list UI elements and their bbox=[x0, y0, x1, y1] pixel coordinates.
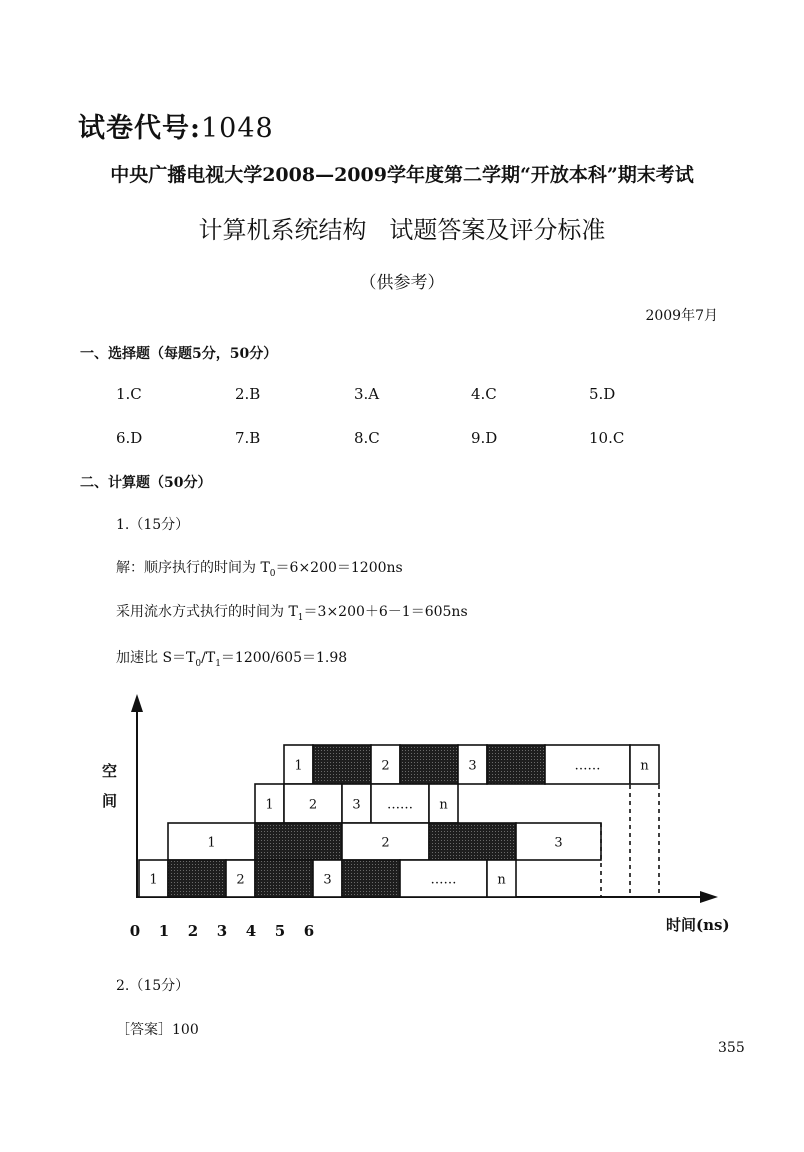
busy-segment bbox=[255, 860, 313, 897]
speedup-formula: ＝1200/605＝1.98 bbox=[220, 650, 348, 666]
busy-segment bbox=[429, 823, 516, 860]
segment-label: 1 bbox=[294, 758, 303, 774]
answer-item: 4.C bbox=[471, 385, 497, 403]
x-tick-label: 2 bbox=[187, 922, 199, 940]
section-2-heading: 二、计算题（50分） bbox=[80, 475, 212, 491]
busy-segment bbox=[255, 823, 342, 860]
busy-segment bbox=[342, 860, 400, 897]
subscript: 1 bbox=[297, 612, 304, 623]
answer-item: 10.C bbox=[589, 429, 625, 447]
segment-label: 2 bbox=[381, 835, 390, 851]
sequential-time-formula: ＝6×200＝1200ns bbox=[275, 560, 403, 576]
speedup-divider: /T bbox=[201, 650, 216, 666]
segment-label: 2 bbox=[308, 797, 318, 813]
subscript: 0 bbox=[195, 658, 202, 669]
segment-label: 3 bbox=[352, 797, 361, 813]
subscript: 1 bbox=[215, 658, 221, 669]
question-1-label: 1.（15分） bbox=[116, 517, 190, 533]
question-2-answer: ［答案］100 bbox=[116, 1022, 199, 1038]
segment-label: 3 bbox=[554, 835, 563, 851]
exam-title: 中央广播电视大学2008—2009学年度第二学期“开放本科”期末考试 bbox=[110, 164, 694, 186]
y-label-top: 空 bbox=[102, 762, 118, 780]
busy-segment bbox=[168, 860, 226, 897]
answer-item: 9.D bbox=[471, 429, 498, 447]
answer-item: 7.B bbox=[235, 429, 261, 447]
segment-label: 2 bbox=[381, 758, 390, 774]
answer-item: 3.A bbox=[354, 385, 380, 403]
segment-label: n bbox=[439, 797, 448, 813]
x-tick-label: 5 bbox=[274, 922, 286, 940]
x-tick-labels bbox=[130, 922, 314, 940]
busy-segment bbox=[487, 745, 545, 784]
answer-item: 8.C bbox=[354, 429, 380, 447]
segment-label: …… bbox=[387, 797, 413, 813]
pipeline-stage-row bbox=[284, 745, 659, 784]
segment-label: …… bbox=[574, 758, 601, 774]
busy-segment bbox=[400, 745, 458, 784]
exam-date: 2009年7月 bbox=[645, 308, 718, 324]
question-2-label: 2.（15分） bbox=[116, 978, 190, 994]
speedup-text: 加速比 S＝T bbox=[116, 650, 196, 666]
segment-label: …… bbox=[430, 872, 457, 888]
diagram-guides bbox=[601, 785, 659, 897]
reference-note: （供参考） bbox=[359, 273, 445, 293]
busy-segment bbox=[313, 745, 371, 784]
paper-code-label: 试卷代号: bbox=[78, 113, 201, 144]
segment-label: 1 bbox=[149, 872, 158, 888]
pipeline-time-formula: ＝3×200＋6－1＝605ns bbox=[303, 604, 468, 620]
pipeline-stage-row bbox=[139, 860, 516, 897]
segment-label: 1 bbox=[265, 797, 274, 813]
answer-item: 5.D bbox=[589, 385, 616, 403]
paper-code-number: 1048 bbox=[200, 113, 274, 144]
segment-label: 2 bbox=[236, 872, 245, 888]
segment-label: n bbox=[497, 872, 506, 888]
subject-title: 计算机系统结构 试题答案及评分标准 bbox=[198, 216, 606, 244]
x-tick-label: 6 bbox=[303, 922, 315, 940]
sequential-time-text: 解：顺序执行的时间为 T bbox=[116, 560, 270, 576]
x-axis-label: 时间(ns) bbox=[666, 916, 730, 934]
segment-label: n bbox=[640, 758, 649, 774]
pipeline-stage-row bbox=[168, 823, 601, 860]
x-tick-label: 4 bbox=[245, 922, 257, 940]
section-1-heading: 一、选择题（每题5分，50分） bbox=[80, 346, 278, 362]
page-number: 355 bbox=[718, 1040, 745, 1056]
y-label-bottom: 间 bbox=[102, 792, 118, 810]
answer-item: 1.C bbox=[116, 385, 142, 403]
x-tick-label: 1 bbox=[158, 922, 170, 940]
answer-item: 6.D bbox=[116, 429, 143, 447]
segment-label: 3 bbox=[468, 758, 477, 774]
x-axis-arrow-icon bbox=[700, 891, 718, 903]
answer-item: 2.B bbox=[235, 385, 261, 403]
y-axis-arrow-icon bbox=[131, 694, 143, 712]
x-tick-label: 3 bbox=[216, 922, 228, 940]
subscript: 0 bbox=[269, 568, 276, 579]
segment-label: 3 bbox=[323, 872, 332, 888]
x-tick-label: 0 bbox=[129, 922, 141, 940]
segment-label: 1 bbox=[207, 835, 216, 851]
pipeline-time-text: 采用流水方式执行的时间为 T bbox=[116, 604, 298, 620]
pipeline-stage-row bbox=[255, 784, 458, 823]
diagram-rows bbox=[139, 745, 659, 897]
